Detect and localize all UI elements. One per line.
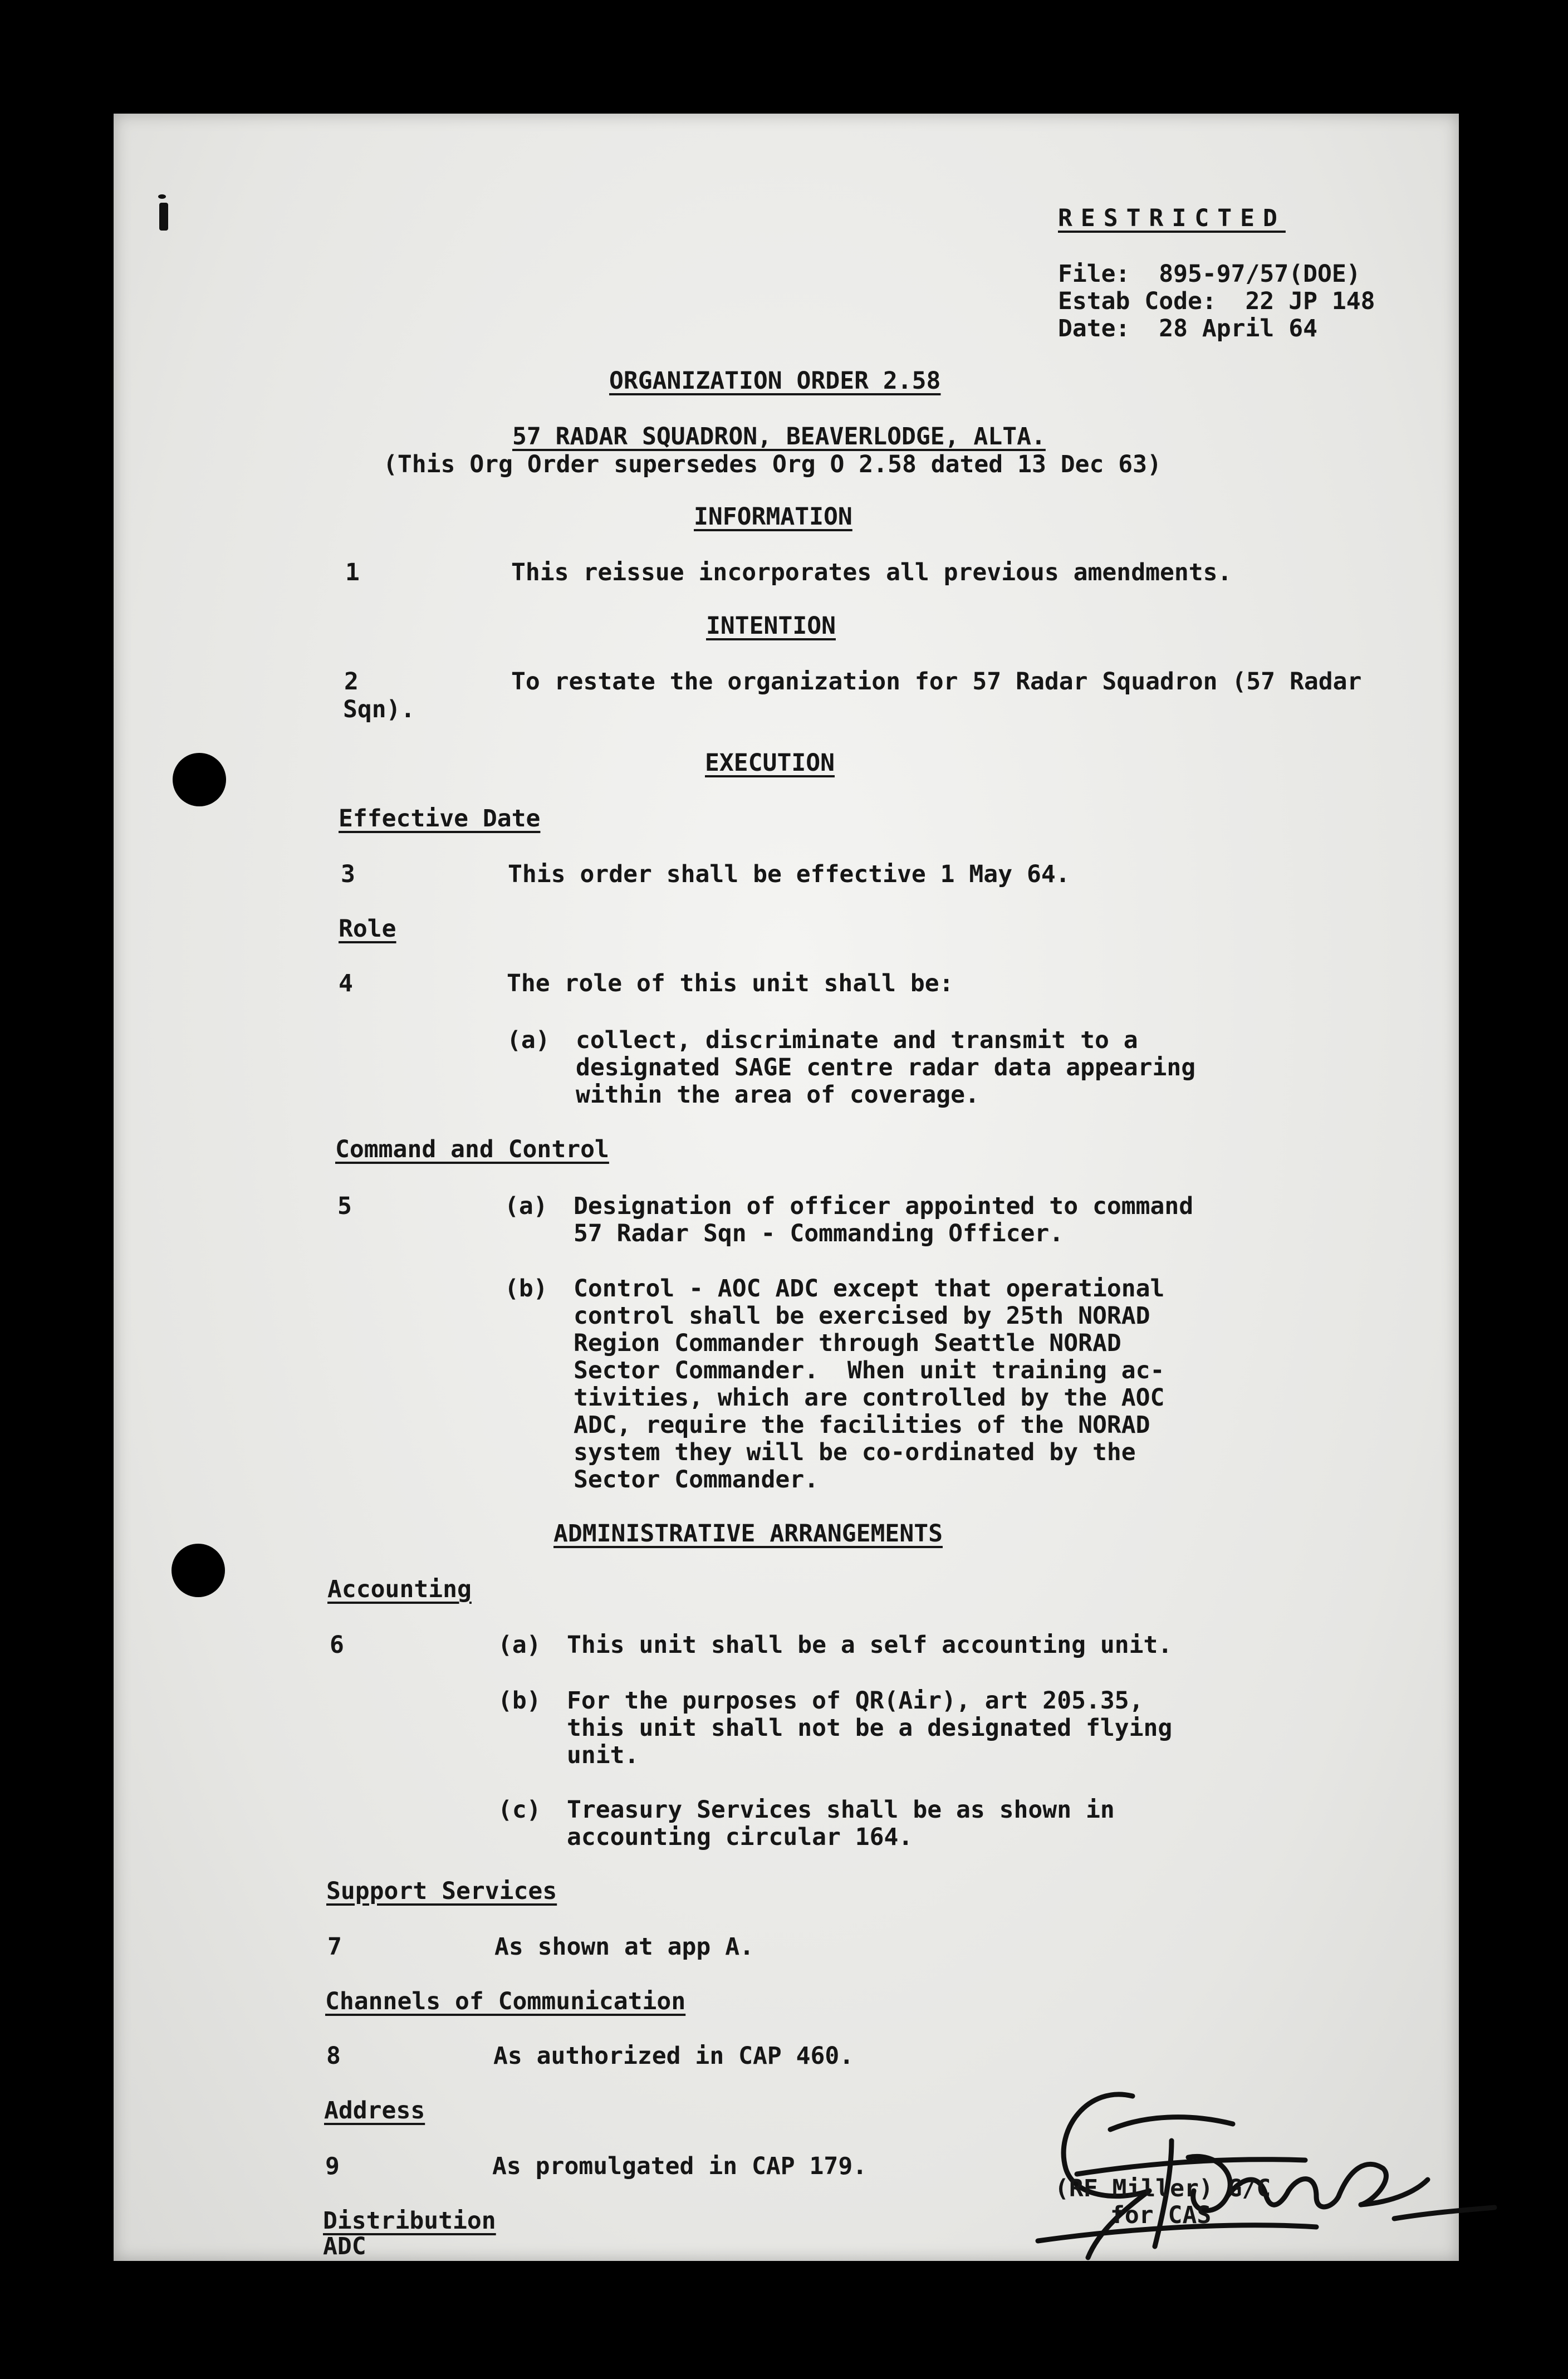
- para-number: 3: [341, 860, 355, 888]
- para-text: The role of this unit shall be:: [507, 970, 954, 997]
- order-title: ORGANIZATION ORDER 2.58: [609, 367, 941, 395]
- subheading-accounting: Accounting: [327, 1575, 472, 1603]
- subheading-address: Address: [324, 2097, 425, 2125]
- subpara-label: (a): [504, 1192, 548, 1220]
- subpara-line: This unit shall be a self accounting unit.: [567, 1631, 1173, 1659]
- para-number: 5: [337, 1192, 352, 1220]
- subpara-label: (b): [504, 1275, 548, 1303]
- subpara-line: ADC, require the facilities of the NORAD: [574, 1411, 1150, 1439]
- signatory-authority: for CAS: [1110, 2201, 1212, 2229]
- subpara-line: 57 Radar Sqn - Commanding Officer.: [574, 1220, 1064, 1247]
- para-text: This reissue incorporates all previous amendments.: [511, 559, 1232, 586]
- subpara-line: within the area of coverage.: [576, 1081, 979, 1109]
- punch-hole-upper: [173, 753, 226, 806]
- para-number: 7: [327, 1933, 342, 1961]
- subpara-line: designated SAGE centre radar data appearing: [576, 1054, 1196, 1081]
- subpara-line: system they will be co-ordinated by the: [574, 1438, 1136, 1466]
- para-number: 2: [344, 668, 359, 696]
- para-text: As promulgated in CAP 179.: [492, 2152, 868, 2180]
- distribution-entry: ADC: [323, 2233, 366, 2260]
- file-reference: File: 895-97/57(DOE): [1058, 260, 1361, 288]
- para-text: This order shall be effective 1 May 64.: [508, 860, 1070, 888]
- document-date: Date: 28 April 64: [1058, 315, 1317, 342]
- para-text: To restate the organization for 57 Radar Squadron (57 Radar: [511, 668, 1362, 696]
- subheading-distribution: Distribution: [323, 2207, 496, 2235]
- margin-mark: [158, 194, 166, 199]
- subpara-line: For the purposes of QR(Air), art 205.35,: [567, 1687, 1144, 1715]
- subpara-line: Treasury Services shall be as shown in: [567, 1796, 1115, 1824]
- subheading-channels-of-communication: Channels of Communication: [325, 1988, 686, 2015]
- para-number: 8: [326, 2042, 341, 2070]
- subheading-effective-date: Effective Date: [339, 805, 541, 833]
- subpara-line: Sector Commander. When unit training ac-: [574, 1357, 1165, 1384]
- margin-mark: [159, 203, 168, 231]
- document-page: [114, 114, 1459, 2261]
- subpara-line: Control - AOC ADC except that operational: [574, 1275, 1165, 1303]
- subpara-line: Sector Commander.: [574, 1466, 819, 1494]
- estab-code: Estab Code: 22 JP 148: [1058, 287, 1375, 315]
- unit-title: 57 RADAR SQUADRON, BEAVERLODGE, ALTA.: [512, 423, 1046, 451]
- subpara-line: Designation of officer appointed to command: [574, 1192, 1194, 1220]
- subpara-line: unit.: [567, 1741, 639, 1769]
- subpara-line: accounting circular 164.: [567, 1823, 913, 1851]
- para-text: As shown at app A.: [494, 1933, 754, 1961]
- subheading-role: Role: [339, 915, 396, 943]
- subheading-support-services: Support Services: [326, 1877, 557, 1905]
- para-number: 4: [339, 970, 353, 997]
- para-text: As authorized in CAP 460.: [493, 2042, 854, 2070]
- section-heading-intention: INTENTION: [706, 612, 836, 640]
- subpara-line: this unit shall not be a designated flying: [567, 1714, 1173, 1742]
- para-text-continued: Sqn).: [343, 696, 415, 723]
- para-number: 1: [345, 559, 360, 586]
- subpara-line: Region Commander through Seattle NORAD: [574, 1329, 1121, 1357]
- section-heading-administrative: ADMINISTRATIVE ARRANGEMENTS: [553, 1520, 943, 1548]
- supersedes-note: (This Org Order supersedes Org O 2.58 dated 13 Dec 63): [383, 451, 1162, 478]
- subpara-label: (b): [498, 1687, 541, 1715]
- classification-marking: RESTRICTED: [1058, 204, 1286, 232]
- subpara-line: collect, discriminate and transmit to a: [576, 1026, 1138, 1054]
- subpara-label: (c): [498, 1796, 541, 1824]
- subheading-command-and-control: Command and Control: [335, 1135, 609, 1163]
- punch-hole-lower: [171, 1544, 225, 1597]
- subpara-line: control shall be exercised by 25th NORAD: [574, 1302, 1150, 1330]
- signatory-name: (RF Miller) G/C: [1055, 2175, 1271, 2202]
- subpara-line: tivities, which are controlled by the AOC: [574, 1384, 1165, 1412]
- subpara-label: (a): [498, 1631, 541, 1659]
- para-number: 6: [330, 1631, 344, 1659]
- section-heading-information: INFORMATION: [694, 503, 852, 531]
- subpara-label: (a): [507, 1026, 550, 1054]
- para-number: 9: [325, 2152, 340, 2180]
- section-heading-execution: EXECUTION: [705, 749, 835, 777]
